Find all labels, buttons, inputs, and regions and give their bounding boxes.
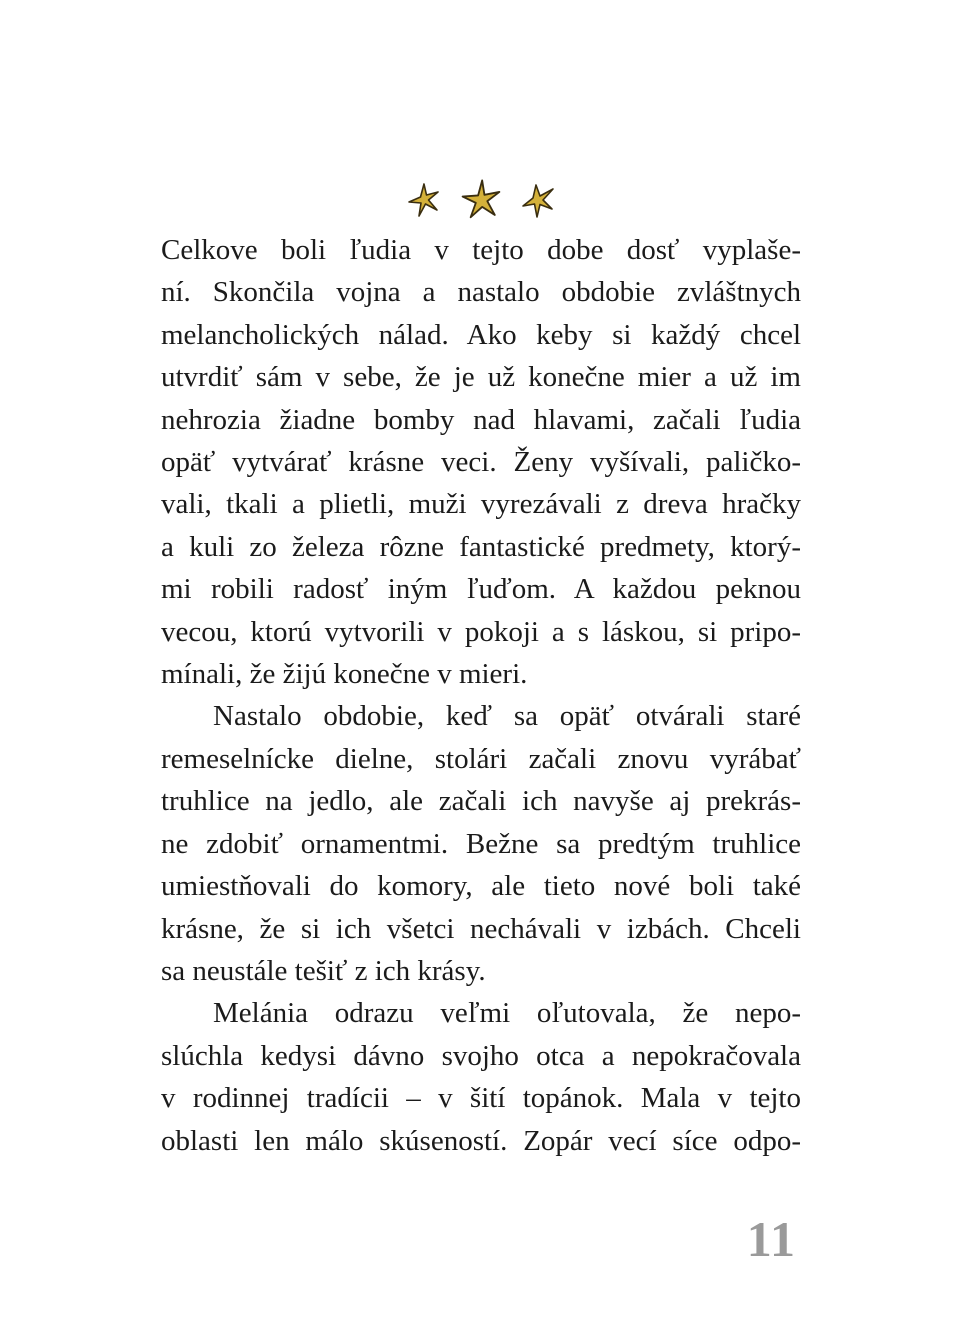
text-line: a kuli zo železa rôzne fantastické predmety, ktorý- — [161, 530, 801, 563]
text-line: krásne, že si ich všetci nechávali v izbách. Chceli — [161, 912, 801, 945]
star-icon — [518, 180, 558, 220]
paragraph — [161, 229, 801, 695]
text-line: ní. Skončila vojna a nastalo obdobie zvláštnych — [161, 276, 801, 309]
text-line: remeselnícke dielne, stolári začali znovu vyrábať — [161, 742, 801, 775]
text-line: utvrdiť sám v sebe, že je už konečne mier a už im — [161, 361, 801, 394]
page-number: 11 — [746, 1211, 796, 1267]
text-line: sa neustále tešiť z ich krásy. — [161, 954, 486, 987]
text-line: opäť vytvárať krásne veci. Ženy vyšívali, paličko- — [161, 446, 801, 479]
star-icon — [458, 177, 504, 223]
text-line: vecou, ktorú vytvorili v pokoji a s láskou, si pripo- — [161, 615, 801, 648]
text-line: mínali, že žijú konečne v mieri. — [161, 658, 528, 691]
star-icon — [404, 180, 444, 220]
text-line: truhlice na jedlo, ale začali ich navyše aj prekrás- — [161, 785, 801, 818]
text-line: Melánia odrazu veľmi oľutovala, že nepo- — [213, 997, 801, 1030]
text-line: ne zdobiť ornamentmi. Bežne sa predtým truhlice — [161, 827, 801, 860]
text-line: mi robili radosť iným ľuďom. A každou peknou — [161, 573, 801, 606]
text-line: umiestňovali do komory, ale tieto nové boli také — [161, 870, 801, 903]
text-line: v rodinnej tradícii – v šití topánok. Mala v tejto — [161, 1082, 801, 1115]
text-line: slúchla kedysi dávno svojho otca a nepokračovala — [161, 1039, 801, 1072]
text-line: Celkove boli ľudia v tejto dobe dosť vyplaše- — [161, 234, 801, 266]
star-ornament — [0, 176, 962, 224]
text-line: Nastalo obdobie, keď sa opäť otvárali staré — [213, 700, 801, 733]
text-line: oblasti len málo skúseností. Zopár vecí síce odpo- — [161, 1124, 801, 1157]
paragraph — [161, 695, 801, 992]
text-line: nehrozia žiadne bomby nad hlavami, začali ľudia — [161, 403, 801, 436]
text-line: vali, tkali a plietli, muži vyrezávali z dreva hračky — [161, 488, 801, 521]
body-text — [161, 229, 801, 1162]
text-line: melancholických nálad. Ako keby si každý chcel — [161, 318, 801, 351]
paragraph — [161, 992, 801, 1162]
